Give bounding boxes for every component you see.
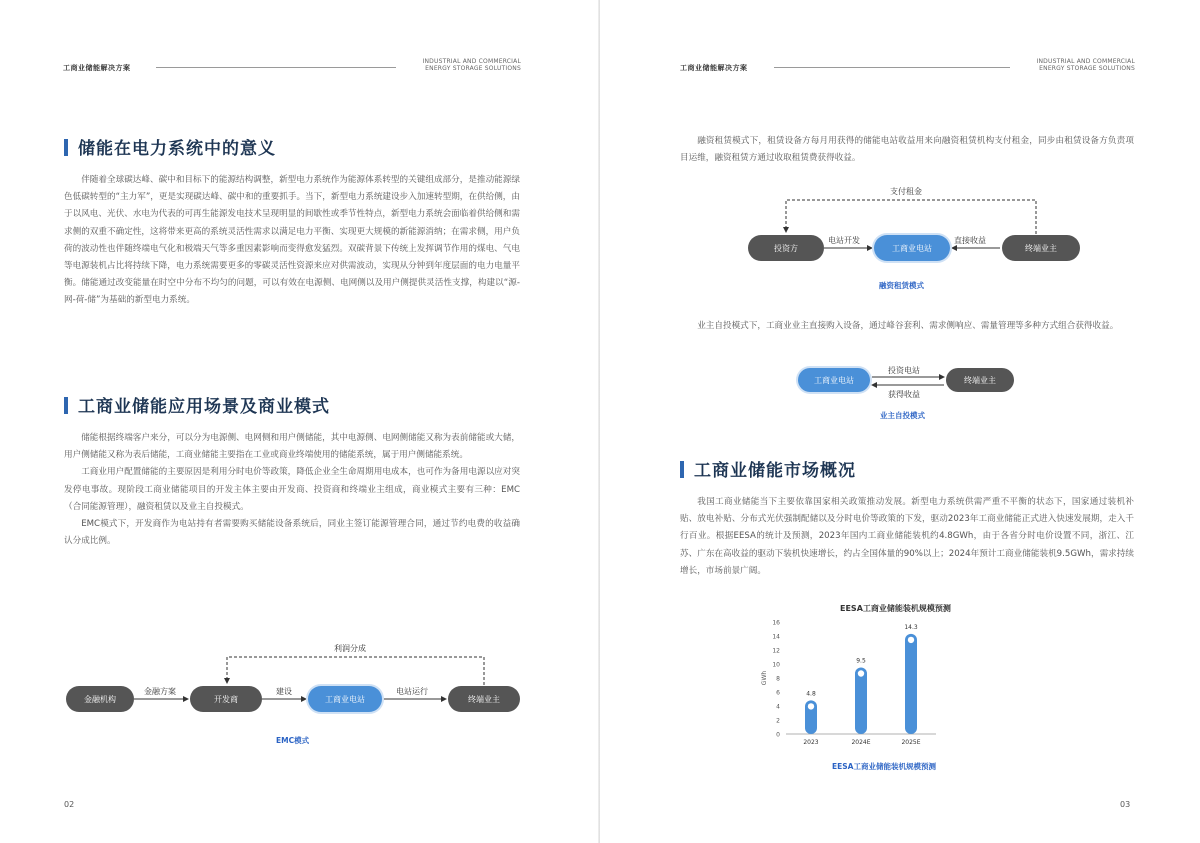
leasing-caption: 融资租赁模式 (879, 281, 924, 290)
y-tick-label: 12 (772, 647, 780, 655)
emc-profit-share-label: 利润分成 (334, 644, 366, 653)
header-title-right: 工商业储能解决方案 (680, 64, 748, 72)
right-page (600, 0, 1200, 843)
section-marker (680, 461, 684, 478)
paragraph: 储能根据终端客户来分，可以分为电源侧、电网侧和用户侧储能，其中电源侧、电网侧储能又称为表前储能或大储，用户侧储能又称为表后储能，工商业储能主要指在工业或商业终端使用的储能系统，属于用户侧储能系统。 (64, 433, 520, 461)
market-bar-chart (750, 614, 950, 754)
market-paragraph (680, 494, 1134, 580)
data-label: 4.8 (806, 690, 816, 698)
section-title-text: 储能在电力系统中的意义 (78, 139, 276, 159)
header-english-line2: ENERGY STORAGE SOLUTIONS (425, 65, 521, 72)
x-tick-label: 2025E (901, 739, 921, 746)
y-tick-label: 8 (776, 675, 780, 683)
leasing-rent-label: 支付租金 (890, 187, 922, 196)
section-title-text: 工商业储能市场概况 (694, 461, 856, 481)
data-label: 9.5 (856, 657, 866, 665)
emc-edge-label-finance: 金融方案 (144, 687, 176, 696)
y-axis-label: GWh (761, 670, 768, 686)
emc-node-finance: 金融机构 (66, 686, 134, 712)
self-edge-label-return: 获得收益 (888, 390, 920, 399)
self-node-owner: 终端业主 (946, 368, 1014, 392)
y-tick-label: 16 (772, 619, 780, 627)
emc-node-developer: 开发商 (190, 686, 262, 712)
leasing-edge-label-revenue: 直接收益 (954, 236, 986, 245)
y-tick-label: 10 (772, 661, 780, 669)
bar (855, 668, 867, 735)
emc-node-owner: 终端业主 (448, 686, 520, 712)
bar-end-dot (808, 703, 814, 709)
chart-title: EESA工商业储能装机规模预测 (840, 604, 951, 613)
header-title-left: 工商业储能解决方案 (63, 64, 131, 72)
paragraph: 业主自投模式下，工商业业主直接购入设备，通过峰谷套利、需求侧响应、需量管理等多种方式组合获得收益。 (697, 321, 1119, 331)
leasing-node-investor: 投资方 (748, 235, 824, 261)
paragraph: 我国工商业储能当下主要依靠国家相关政策推动发展。新型电力系统供需严重不平衡的状态下，国家通过装机补贴、放电补贴、分布式光伏强制配储以及分时电价等政策的下发，驱动2023年工商业储能正式进入快速发展期，走入千行百业。根据EESA的统计及预测，2023年国内工商业储能装机约4.8GWh，由于各省分时电价设置不同，浙江、江苏、广东在高收益的驱动下装机快速增长，约占全国体量的90%以上；2024年预计工商业储能装机9.5GWh，需求持续增长，市场前景广阔。 (680, 497, 1134, 576)
emc-profit-share-line (227, 657, 484, 685)
data-label: 14.3 (904, 623, 918, 631)
bar-end-dot (908, 637, 914, 643)
emc-node-station: 工商业电站 (308, 686, 382, 712)
paragraph: 融资租赁模式下，租赁设备方每月用获得的储能电站收益用来向融资租赁机构支付租金，同步由租赁设备方负责项目运维，融资租赁方通过收取租赁费获得收益。 (680, 136, 1134, 164)
self-edge-label-invest: 投资电站 (888, 366, 920, 375)
bar-end-dot (858, 670, 864, 676)
leasing-node-owner: 终端业主 (1002, 235, 1080, 261)
emc-caption: EMC模式 (276, 736, 310, 745)
y-tick-label: 14 (772, 633, 780, 641)
page-number-left: 02 (64, 800, 75, 809)
x-tick-label: 2024E (851, 739, 871, 746)
paragraph: 伴随着全球碳达峰、碳中和目标下的能源结构调整，新型电力系统作为能源体系转型的关键组成部分，是推动能源绿色低碳转型的“主力军”，更是实现碳达峰、碳中和的重要抓手。当下，新型电力系统建设步入加速转型期，在供给侧，由于以风电、光伏、水电为代表的可再生能源发电技术呈现明显的间歇性或季节性特点，新型电力系统会面临着供给侧和需求侧的双重不确定性，这将带来更高的系统灵活性需求以满足电力平衡、实现更大规模的新能源消纳；在需求侧，用户负荷的波动性也伴随终端电气化和极端天气等多重因素影响而变得愈发猛烈。双碳背景下传统上发挥调节作用的煤电、气电等电源装机占比将持续下降，电力系统需要更多的零碳灵活性资源来应对供需波动，实现从分钟到年度层面的电力电量平衡。储能通过改变能量在时空中分布不均匀的问题，可以有效在电源侧、电网侧以及用户侧提供灵活性支撑，构建以“源-网-荷-储”为基础的新型电力系统。 (64, 175, 520, 306)
page-number-right: 03 (1120, 800, 1131, 809)
bar (905, 634, 917, 734)
header-english-line1: INDUSTRIAL AND COMMERCIAL (1036, 58, 1135, 65)
x-tick-label: 2023 (803, 739, 819, 746)
header-english-line2: ENERGY STORAGE SOLUTIONS (1039, 65, 1135, 72)
leasing-edge-label-develop: 电站开发 (828, 236, 860, 245)
self-caption: 业主自投模式 (880, 411, 925, 420)
chart-caption: EESA工商业储能装机规模预测 (832, 762, 936, 771)
emc-edge-label-operate: 电站运行 (396, 687, 428, 696)
paragraph: 工商业用户配置储能的主要原因是利用分时电价等政策，降低企业全生命周期用电成本，也可作为备用电源以应对突发停电事故。现阶段工商业储能项目的开发主体主要由开发商、投资商和终端业主组成，商业模式主要有三种：EMC（合同能源管理），融资租赁以及业主自投模式。 (64, 467, 520, 512)
section-title-market (680, 456, 856, 481)
y-tick-label: 2 (776, 717, 780, 725)
leasing-node-station: 工商业电站 (874, 235, 950, 261)
section-title-text: 工商业储能应用场景及商业模式 (78, 397, 330, 417)
self-node-station: 工商业电站 (798, 368, 870, 392)
paragraph: EMC模式下，开发商作为电站持有者需要购买储能设备系统后，同业主签订能源管理合同，通过节约电费的收益确认分成比例。 (64, 519, 520, 547)
y-tick-label: 4 (776, 703, 780, 711)
y-tick-label: 6 (776, 689, 780, 697)
header-english-line1: INDUSTRIAL AND COMMERCIAL (422, 58, 521, 65)
emc-edge-label-build: 建设 (276, 687, 292, 696)
y-tick-label: 0 (776, 731, 780, 739)
